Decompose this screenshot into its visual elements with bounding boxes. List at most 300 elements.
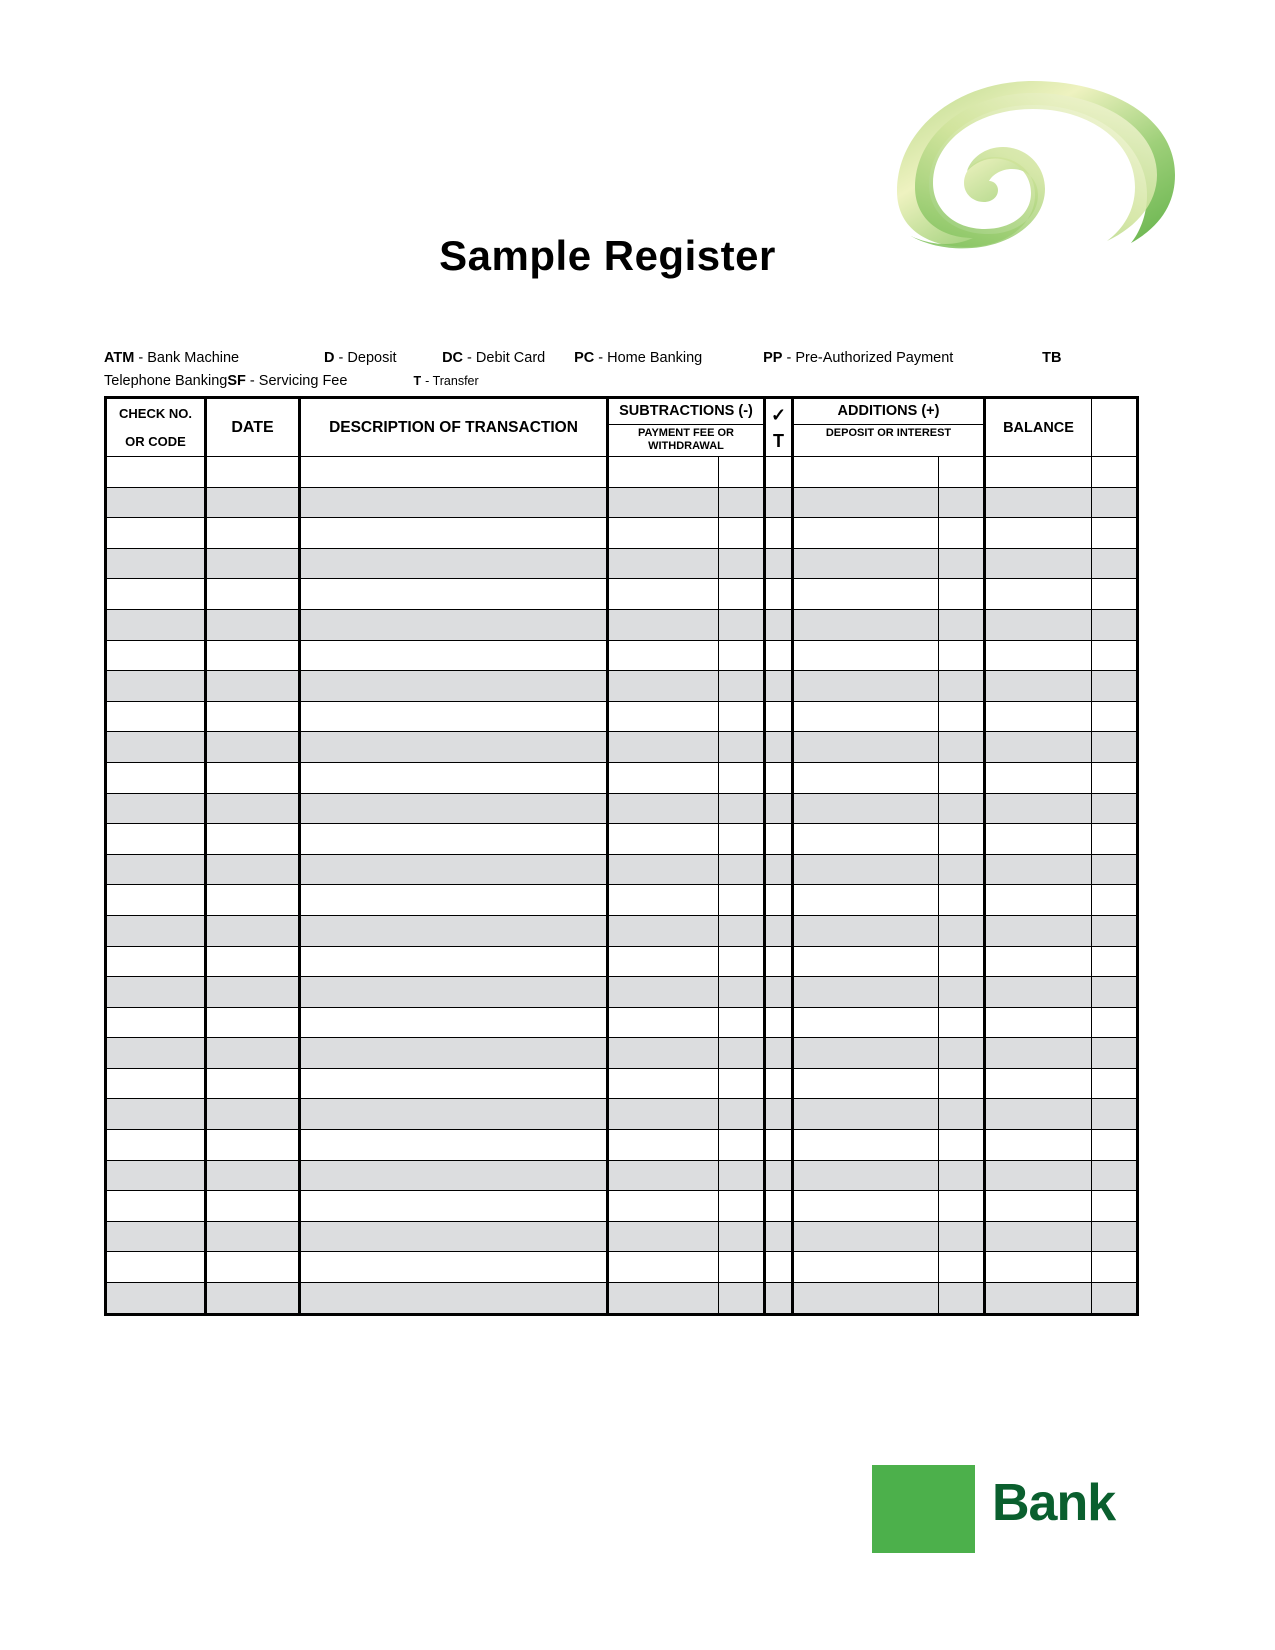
cell-date[interactable] — [206, 671, 300, 702]
table-row[interactable] — [106, 1221, 1138, 1252]
cell-cleared[interactable] — [765, 885, 793, 916]
cell-date[interactable] — [206, 1130, 300, 1161]
cell-balance-cents[interactable] — [1092, 824, 1138, 855]
cell-subtraction-dollars[interactable] — [608, 1221, 719, 1252]
cell-description[interactable] — [300, 885, 608, 916]
cell-subtraction-cents[interactable] — [719, 1068, 765, 1099]
table-row[interactable] — [106, 854, 1138, 885]
cell-check-no[interactable] — [106, 1283, 206, 1315]
table-row[interactable] — [106, 1068, 1138, 1099]
cell-subtraction-cents[interactable] — [719, 671, 765, 702]
cell-date[interactable] — [206, 1252, 300, 1283]
cell-description[interactable] — [300, 793, 608, 824]
cell-addition-dollars[interactable] — [793, 854, 939, 885]
table-row[interactable] — [106, 946, 1138, 977]
cell-addition-cents[interactable] — [939, 732, 985, 763]
cell-cleared[interactable] — [765, 640, 793, 671]
cell-balance-cents[interactable] — [1092, 1160, 1138, 1191]
cell-description[interactable] — [300, 1221, 608, 1252]
table-row[interactable] — [106, 609, 1138, 640]
cell-addition-cents[interactable] — [939, 946, 985, 977]
table-row[interactable] — [106, 762, 1138, 793]
cell-balance-dollars[interactable] — [985, 1130, 1092, 1161]
cell-subtraction-dollars[interactable] — [608, 977, 719, 1008]
cell-balance-dollars[interactable] — [985, 548, 1092, 579]
cell-date[interactable] — [206, 977, 300, 1008]
cell-balance-dollars[interactable] — [985, 1038, 1092, 1069]
cell-addition-dollars[interactable] — [793, 1099, 939, 1130]
table-row[interactable] — [106, 548, 1138, 579]
cell-balance-cents[interactable] — [1092, 1099, 1138, 1130]
cell-description[interactable] — [300, 854, 608, 885]
cell-addition-dollars[interactable] — [793, 1130, 939, 1161]
cell-check-no[interactable] — [106, 609, 206, 640]
table-row[interactable] — [106, 487, 1138, 518]
cell-cleared[interactable] — [765, 854, 793, 885]
cell-cleared[interactable] — [765, 518, 793, 549]
cell-description[interactable] — [300, 762, 608, 793]
cell-addition-cents[interactable] — [939, 548, 985, 579]
cell-addition-cents[interactable] — [939, 609, 985, 640]
cell-balance-dollars[interactable] — [985, 487, 1092, 518]
cell-description[interactable] — [300, 671, 608, 702]
cell-subtraction-cents[interactable] — [719, 793, 765, 824]
cell-addition-cents[interactable] — [939, 885, 985, 916]
cell-addition-dollars[interactable] — [793, 1252, 939, 1283]
cell-subtraction-dollars[interactable] — [608, 854, 719, 885]
cell-cleared[interactable] — [765, 1099, 793, 1130]
cell-subtraction-cents[interactable] — [719, 732, 765, 763]
cell-check-no[interactable] — [106, 1160, 206, 1191]
cell-subtraction-cents[interactable] — [719, 579, 765, 610]
cell-addition-cents[interactable] — [939, 457, 985, 488]
cell-balance-cents[interactable] — [1092, 1221, 1138, 1252]
table-row[interactable] — [106, 824, 1138, 855]
cell-cleared[interactable] — [765, 1160, 793, 1191]
cell-cleared[interactable] — [765, 579, 793, 610]
table-row[interactable] — [106, 793, 1138, 824]
cell-date[interactable] — [206, 854, 300, 885]
cell-date[interactable] — [206, 487, 300, 518]
cell-subtraction-cents[interactable] — [719, 885, 765, 916]
cell-cleared[interactable] — [765, 1221, 793, 1252]
cell-addition-dollars[interactable] — [793, 671, 939, 702]
cell-balance-dollars[interactable] — [985, 732, 1092, 763]
cell-addition-cents[interactable] — [939, 1160, 985, 1191]
cell-subtraction-cents[interactable] — [719, 977, 765, 1008]
table-row[interactable] — [106, 1099, 1138, 1130]
cell-subtraction-dollars[interactable] — [608, 1007, 719, 1038]
cell-addition-dollars[interactable] — [793, 977, 939, 1008]
cell-date[interactable] — [206, 762, 300, 793]
cell-balance-dollars[interactable] — [985, 518, 1092, 549]
cell-balance-dollars[interactable] — [985, 1191, 1092, 1222]
cell-cleared[interactable] — [765, 1007, 793, 1038]
cell-subtraction-dollars[interactable] — [608, 518, 719, 549]
cell-addition-dollars[interactable] — [793, 946, 939, 977]
cell-subtraction-dollars[interactable] — [608, 457, 719, 488]
cell-check-no[interactable] — [106, 793, 206, 824]
cell-cleared[interactable] — [765, 671, 793, 702]
cell-addition-cents[interactable] — [939, 793, 985, 824]
cell-balance-cents[interactable] — [1092, 732, 1138, 763]
cell-check-no[interactable] — [106, 579, 206, 610]
cell-subtraction-dollars[interactable] — [608, 671, 719, 702]
cell-addition-cents[interactable] — [939, 1252, 985, 1283]
cell-check-no[interactable] — [106, 1068, 206, 1099]
cell-addition-cents[interactable] — [939, 854, 985, 885]
cell-subtraction-cents[interactable] — [719, 518, 765, 549]
cell-balance-dollars[interactable] — [985, 793, 1092, 824]
cell-check-no[interactable] — [106, 762, 206, 793]
cell-balance-dollars[interactable] — [985, 1221, 1092, 1252]
table-row[interactable] — [106, 518, 1138, 549]
cell-addition-cents[interactable] — [939, 579, 985, 610]
cell-cleared[interactable] — [765, 487, 793, 518]
cell-balance-dollars[interactable] — [985, 609, 1092, 640]
cell-addition-cents[interactable] — [939, 518, 985, 549]
cell-subtraction-cents[interactable] — [719, 1221, 765, 1252]
cell-check-no[interactable] — [106, 671, 206, 702]
cell-addition-dollars[interactable] — [793, 579, 939, 610]
cell-subtraction-cents[interactable] — [719, 640, 765, 671]
cell-subtraction-dollars[interactable] — [608, 793, 719, 824]
cell-check-no[interactable] — [106, 701, 206, 732]
cell-date[interactable] — [206, 732, 300, 763]
table-row[interactable] — [106, 1191, 1138, 1222]
table-row[interactable] — [106, 1130, 1138, 1161]
cell-subtraction-cents[interactable] — [719, 1283, 765, 1315]
cell-addition-dollars[interactable] — [793, 487, 939, 518]
cell-subtraction-cents[interactable] — [719, 701, 765, 732]
cell-balance-cents[interactable] — [1092, 915, 1138, 946]
cell-date[interactable] — [206, 824, 300, 855]
cell-subtraction-cents[interactable] — [719, 1191, 765, 1222]
cell-addition-dollars[interactable] — [793, 1038, 939, 1069]
cell-balance-dollars[interactable] — [985, 1283, 1092, 1315]
cell-balance-cents[interactable] — [1092, 701, 1138, 732]
cell-cleared[interactable] — [765, 946, 793, 977]
cell-addition-cents[interactable] — [939, 1099, 985, 1130]
cell-subtraction-dollars[interactable] — [608, 1068, 719, 1099]
cell-balance-dollars[interactable] — [985, 946, 1092, 977]
cell-subtraction-dollars[interactable] — [608, 946, 719, 977]
cell-balance-cents[interactable] — [1092, 579, 1138, 610]
cell-balance-dollars[interactable] — [985, 1068, 1092, 1099]
cell-subtraction-cents[interactable] — [719, 1160, 765, 1191]
cell-addition-dollars[interactable] — [793, 732, 939, 763]
cell-check-no[interactable] — [106, 1130, 206, 1161]
cell-check-no[interactable] — [106, 1099, 206, 1130]
cell-addition-cents[interactable] — [939, 1283, 985, 1315]
cell-cleared[interactable] — [765, 1252, 793, 1283]
cell-addition-dollars[interactable] — [793, 609, 939, 640]
cell-balance-dollars[interactable] — [985, 1099, 1092, 1130]
cell-description[interactable] — [300, 1191, 608, 1222]
cell-addition-cents[interactable] — [939, 701, 985, 732]
cell-subtraction-dollars[interactable] — [608, 1160, 719, 1191]
cell-check-no[interactable] — [106, 854, 206, 885]
cell-balance-cents[interactable] — [1092, 1252, 1138, 1283]
cell-check-no[interactable] — [106, 885, 206, 916]
cell-balance-dollars[interactable] — [985, 824, 1092, 855]
cell-date[interactable] — [206, 1160, 300, 1191]
cell-subtraction-cents[interactable] — [719, 1038, 765, 1069]
cell-subtraction-cents[interactable] — [719, 548, 765, 579]
table-row[interactable] — [106, 1160, 1138, 1191]
cell-addition-dollars[interactable] — [793, 793, 939, 824]
cell-description[interactable] — [300, 548, 608, 579]
cell-balance-dollars[interactable] — [985, 457, 1092, 488]
cell-date[interactable] — [206, 640, 300, 671]
cell-subtraction-dollars[interactable] — [608, 885, 719, 916]
cell-subtraction-cents[interactable] — [719, 915, 765, 946]
cell-date[interactable] — [206, 1038, 300, 1069]
cell-balance-cents[interactable] — [1092, 854, 1138, 885]
cell-addition-dollars[interactable] — [793, 1068, 939, 1099]
cell-addition-dollars[interactable] — [793, 1191, 939, 1222]
cell-description[interactable] — [300, 824, 608, 855]
cell-description[interactable] — [300, 457, 608, 488]
cell-addition-dollars[interactable] — [793, 824, 939, 855]
cell-cleared[interactable] — [765, 793, 793, 824]
cell-description[interactable] — [300, 1160, 608, 1191]
cell-description[interactable] — [300, 609, 608, 640]
cell-date[interactable] — [206, 915, 300, 946]
cell-balance-cents[interactable] — [1092, 518, 1138, 549]
cell-description[interactable] — [300, 1007, 608, 1038]
cell-subtraction-cents[interactable] — [719, 1130, 765, 1161]
cell-subtraction-dollars[interactable] — [608, 762, 719, 793]
table-row[interactable] — [106, 915, 1138, 946]
cell-addition-cents[interactable] — [939, 824, 985, 855]
cell-description[interactable] — [300, 1130, 608, 1161]
cell-balance-cents[interactable] — [1092, 640, 1138, 671]
table-row[interactable] — [106, 640, 1138, 671]
cell-subtraction-cents[interactable] — [719, 487, 765, 518]
cell-balance-dollars[interactable] — [985, 579, 1092, 610]
cell-addition-cents[interactable] — [939, 1130, 985, 1161]
table-row[interactable] — [106, 885, 1138, 916]
cell-addition-dollars[interactable] — [793, 701, 939, 732]
cell-balance-cents[interactable] — [1092, 1191, 1138, 1222]
cell-description[interactable] — [300, 640, 608, 671]
cell-balance-dollars[interactable] — [985, 701, 1092, 732]
cell-balance-cents[interactable] — [1092, 762, 1138, 793]
cell-description[interactable] — [300, 946, 608, 977]
cell-cleared[interactable] — [765, 1130, 793, 1161]
cell-subtraction-cents[interactable] — [719, 609, 765, 640]
cell-balance-dollars[interactable] — [985, 640, 1092, 671]
cell-balance-dollars[interactable] — [985, 762, 1092, 793]
cell-date[interactable] — [206, 793, 300, 824]
table-row[interactable] — [106, 732, 1138, 763]
cell-date[interactable] — [206, 946, 300, 977]
cell-description[interactable] — [300, 487, 608, 518]
cell-addition-dollars[interactable] — [793, 1221, 939, 1252]
cell-cleared[interactable] — [765, 824, 793, 855]
cell-addition-cents[interactable] — [939, 762, 985, 793]
cell-date[interactable] — [206, 701, 300, 732]
cell-subtraction-cents[interactable] — [719, 1252, 765, 1283]
cell-addition-dollars[interactable] — [793, 1007, 939, 1038]
cell-subtraction-cents[interactable] — [719, 824, 765, 855]
cell-addition-cents[interactable] — [939, 1007, 985, 1038]
cell-check-no[interactable] — [106, 946, 206, 977]
table-row[interactable] — [106, 977, 1138, 1008]
cell-date[interactable] — [206, 579, 300, 610]
cell-check-no[interactable] — [106, 1007, 206, 1038]
cell-subtraction-dollars[interactable] — [608, 548, 719, 579]
cell-subtraction-cents[interactable] — [719, 946, 765, 977]
cell-cleared[interactable] — [765, 977, 793, 1008]
cell-description[interactable] — [300, 701, 608, 732]
cell-date[interactable] — [206, 1283, 300, 1315]
cell-description[interactable] — [300, 1038, 608, 1069]
cell-addition-cents[interactable] — [939, 671, 985, 702]
cell-date[interactable] — [206, 1068, 300, 1099]
cell-subtraction-dollars[interactable] — [608, 732, 719, 763]
cell-check-no[interactable] — [106, 487, 206, 518]
cell-balance-cents[interactable] — [1092, 1283, 1138, 1315]
table-row[interactable] — [106, 1283, 1138, 1315]
cell-subtraction-dollars[interactable] — [608, 609, 719, 640]
cell-subtraction-dollars[interactable] — [608, 1252, 719, 1283]
cell-balance-dollars[interactable] — [985, 1160, 1092, 1191]
cell-description[interactable] — [300, 1099, 608, 1130]
table-row[interactable] — [106, 701, 1138, 732]
cell-balance-cents[interactable] — [1092, 946, 1138, 977]
cell-balance-dollars[interactable] — [985, 1252, 1092, 1283]
cell-addition-cents[interactable] — [939, 487, 985, 518]
cell-addition-dollars[interactable] — [793, 548, 939, 579]
cell-balance-dollars[interactable] — [985, 885, 1092, 916]
cell-addition-cents[interactable] — [939, 977, 985, 1008]
table-row[interactable] — [106, 1007, 1138, 1038]
cell-balance-cents[interactable] — [1092, 1038, 1138, 1069]
cell-subtraction-dollars[interactable] — [608, 915, 719, 946]
cell-cleared[interactable] — [765, 732, 793, 763]
cell-check-no[interactable] — [106, 457, 206, 488]
cell-balance-dollars[interactable] — [985, 854, 1092, 885]
cell-subtraction-dollars[interactable] — [608, 1099, 719, 1130]
cell-addition-cents[interactable] — [939, 915, 985, 946]
cell-addition-dollars[interactable] — [793, 640, 939, 671]
cell-check-no[interactable] — [106, 977, 206, 1008]
cell-check-no[interactable] — [106, 548, 206, 579]
cell-cleared[interactable] — [765, 915, 793, 946]
cell-balance-cents[interactable] — [1092, 609, 1138, 640]
cell-subtraction-dollars[interactable] — [608, 1038, 719, 1069]
cell-date[interactable] — [206, 609, 300, 640]
cell-check-no[interactable] — [106, 1252, 206, 1283]
cell-subtraction-dollars[interactable] — [608, 1130, 719, 1161]
cell-cleared[interactable] — [765, 1038, 793, 1069]
cell-addition-dollars[interactable] — [793, 885, 939, 916]
cell-balance-cents[interactable] — [1092, 793, 1138, 824]
cell-date[interactable] — [206, 1221, 300, 1252]
cell-check-no[interactable] — [106, 518, 206, 549]
cell-subtraction-dollars[interactable] — [608, 579, 719, 610]
cell-subtraction-dollars[interactable] — [608, 1191, 719, 1222]
cell-description[interactable] — [300, 579, 608, 610]
cell-subtraction-dollars[interactable] — [608, 1283, 719, 1315]
cell-balance-cents[interactable] — [1092, 1007, 1138, 1038]
cell-description[interactable] — [300, 1283, 608, 1315]
cell-addition-dollars[interactable] — [793, 1283, 939, 1315]
cell-balance-cents[interactable] — [1092, 1068, 1138, 1099]
cell-description[interactable] — [300, 915, 608, 946]
cell-subtraction-cents[interactable] — [719, 762, 765, 793]
cell-addition-cents[interactable] — [939, 1068, 985, 1099]
cell-description[interactable] — [300, 1068, 608, 1099]
cell-cleared[interactable] — [765, 1191, 793, 1222]
cell-date[interactable] — [206, 457, 300, 488]
cell-subtraction-cents[interactable] — [719, 854, 765, 885]
cell-cleared[interactable] — [765, 762, 793, 793]
cell-subtraction-dollars[interactable] — [608, 640, 719, 671]
cell-balance-cents[interactable] — [1092, 885, 1138, 916]
cell-date[interactable] — [206, 518, 300, 549]
cell-date[interactable] — [206, 1099, 300, 1130]
cell-balance-cents[interactable] — [1092, 487, 1138, 518]
table-row[interactable] — [106, 579, 1138, 610]
cell-balance-cents[interactable] — [1092, 977, 1138, 1008]
cell-addition-cents[interactable] — [939, 1038, 985, 1069]
cell-description[interactable] — [300, 732, 608, 763]
cell-addition-dollars[interactable] — [793, 457, 939, 488]
table-row[interactable] — [106, 1252, 1138, 1283]
cell-balance-cents[interactable] — [1092, 1130, 1138, 1161]
cell-balance-dollars[interactable] — [985, 977, 1092, 1008]
cell-balance-cents[interactable] — [1092, 548, 1138, 579]
cell-addition-cents[interactable] — [939, 640, 985, 671]
cell-subtraction-dollars[interactable] — [608, 701, 719, 732]
cell-description[interactable] — [300, 977, 608, 1008]
cell-subtraction-dollars[interactable] — [608, 487, 719, 518]
cell-check-no[interactable] — [106, 1221, 206, 1252]
cell-check-no[interactable] — [106, 1038, 206, 1069]
cell-addition-dollars[interactable] — [793, 762, 939, 793]
cell-date[interactable] — [206, 548, 300, 579]
cell-date[interactable] — [206, 885, 300, 916]
cell-cleared[interactable] — [765, 1068, 793, 1099]
cell-balance-dollars[interactable] — [985, 671, 1092, 702]
cell-description[interactable] — [300, 1252, 608, 1283]
cell-addition-dollars[interactable] — [793, 915, 939, 946]
cell-balance-dollars[interactable] — [985, 915, 1092, 946]
cell-subtraction-cents[interactable] — [719, 1099, 765, 1130]
cell-balance-dollars[interactable] — [985, 1007, 1092, 1038]
cell-description[interactable] — [300, 518, 608, 549]
cell-check-no[interactable] — [106, 1191, 206, 1222]
cell-cleared[interactable] — [765, 609, 793, 640]
cell-check-no[interactable] — [106, 824, 206, 855]
table-row[interactable] — [106, 671, 1138, 702]
cell-date[interactable] — [206, 1007, 300, 1038]
cell-cleared[interactable] — [765, 1283, 793, 1315]
cell-check-no[interactable] — [106, 732, 206, 763]
cell-addition-dollars[interactable] — [793, 1160, 939, 1191]
cell-cleared[interactable] — [765, 457, 793, 488]
table-row[interactable] — [106, 457, 1138, 488]
cell-subtraction-cents[interactable] — [719, 1007, 765, 1038]
cell-subtraction-dollars[interactable] — [608, 824, 719, 855]
cell-cleared[interactable] — [765, 701, 793, 732]
cell-addition-cents[interactable] — [939, 1191, 985, 1222]
cell-check-no[interactable] — [106, 915, 206, 946]
cell-addition-dollars[interactable] — [793, 518, 939, 549]
